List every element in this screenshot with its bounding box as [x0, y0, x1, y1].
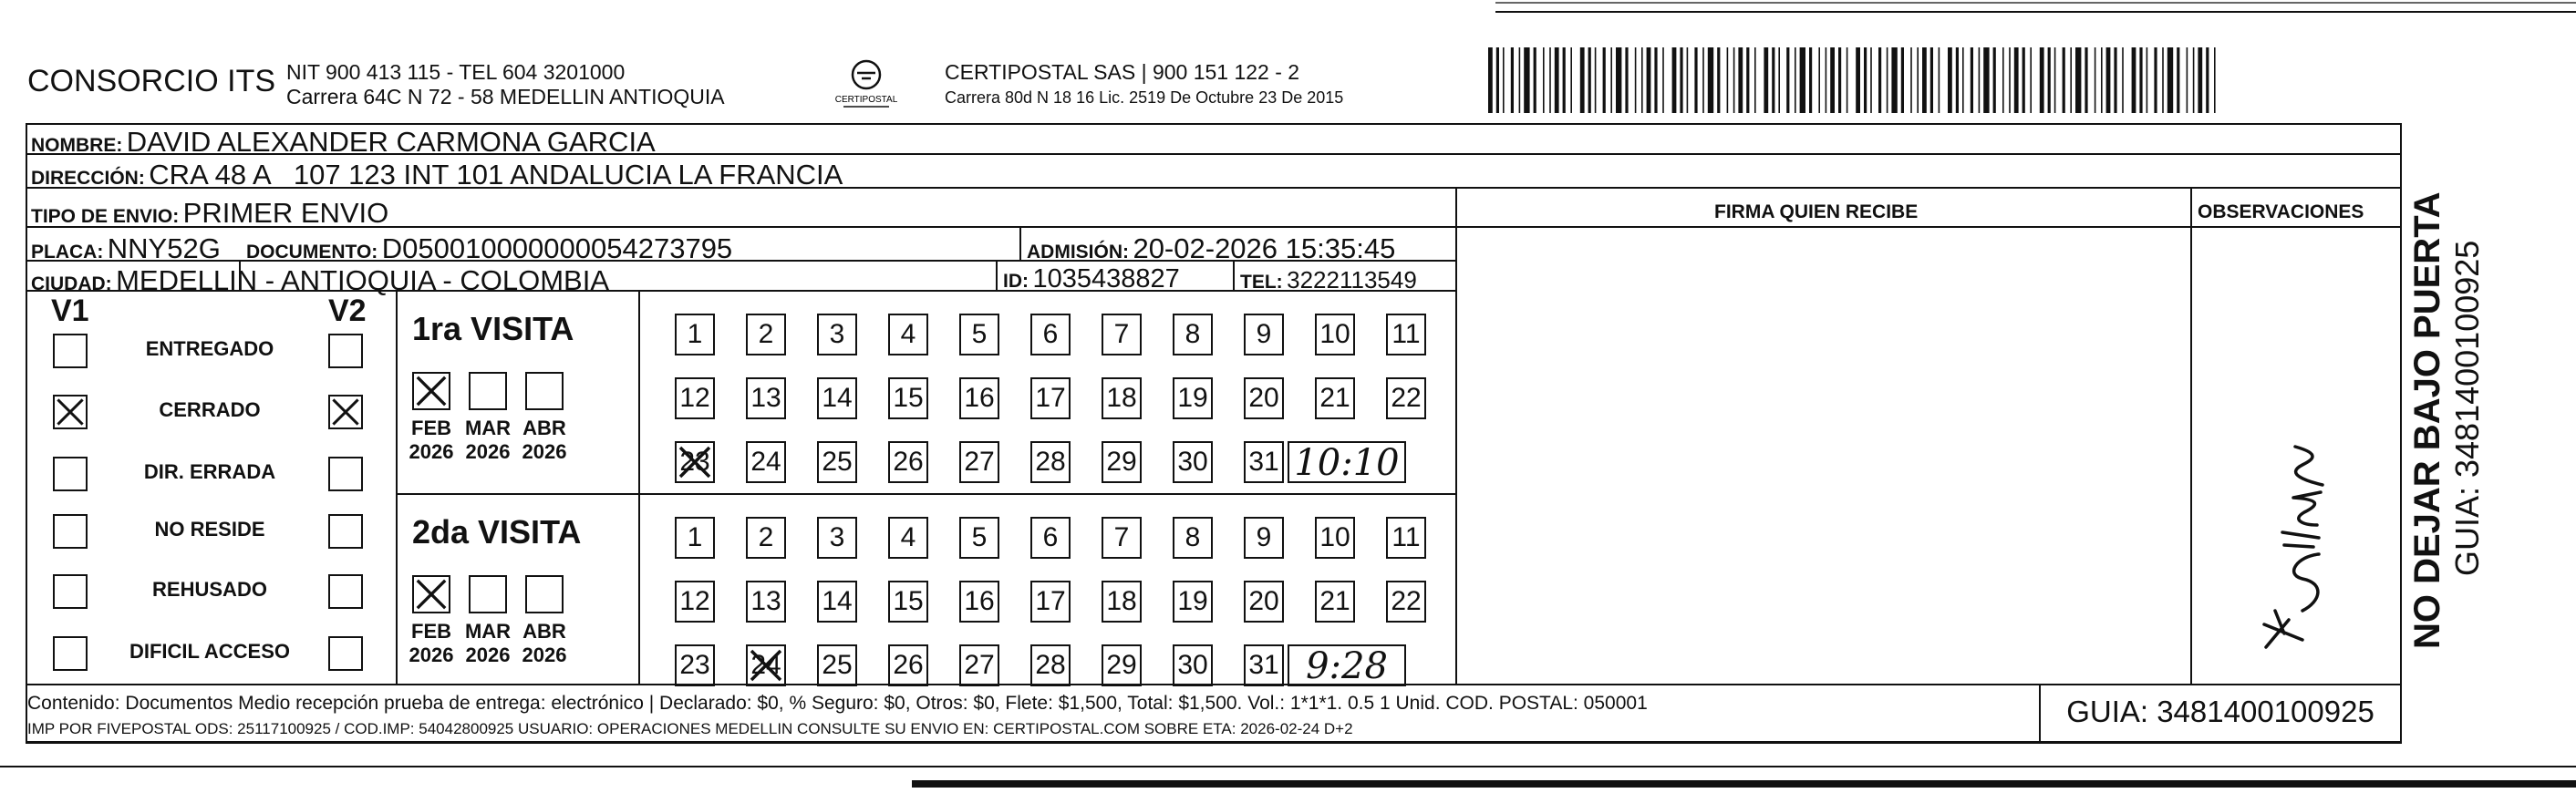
- barcode-bar: [1910, 47, 1912, 113]
- month-label: MAR: [464, 620, 512, 643]
- month-label: FEB: [411, 417, 451, 439]
- day-box[interactable]: 29: [1102, 644, 1142, 686]
- barcode-bar: [1647, 47, 1651, 113]
- barcode-bar: [2214, 47, 2216, 113]
- barcode-bar: [1543, 47, 1545, 113]
- barcode-bar: [2014, 47, 2019, 113]
- barcode-bar: [2122, 47, 2124, 113]
- barcode-bar: [1764, 47, 1768, 113]
- barcode-bar: [2147, 47, 2148, 113]
- barcode-bar: [1939, 47, 1940, 113]
- barcode-bar: [1496, 47, 1499, 113]
- day-box[interactable]: 16: [959, 377, 999, 419]
- v1-checkbox[interactable]: [53, 457, 88, 491]
- barcode-bar: [2030, 47, 2032, 113]
- barcode-bar: [2009, 47, 2011, 113]
- barcode-bar: [1708, 47, 1713, 113]
- status-label: NO RESIDE: [154, 518, 265, 541]
- barcode-bar: [1524, 47, 1529, 113]
- day-box[interactable]: 11: [1386, 517, 1426, 559]
- day-box[interactable]: 19: [1173, 377, 1213, 419]
- barcode-bar: [1809, 47, 1812, 113]
- day-box[interactable]: 14: [817, 581, 857, 623]
- id-label: ID:: [1003, 271, 1029, 292]
- barcode-bar: [1616, 47, 1621, 113]
- day-box[interactable]: 4: [888, 314, 928, 355]
- day-box[interactable]: 1: [675, 517, 715, 559]
- v1-checkbox[interactable]: [53, 514, 88, 549]
- day-box[interactable]: 13: [746, 581, 786, 623]
- barcode-bar: [1595, 47, 1597, 113]
- side-guia-number: GUIA: 3481400100925: [2448, 240, 2486, 576]
- v2-header: V2: [328, 294, 367, 328]
- status-label: CERRADO: [159, 398, 261, 421]
- barcode-bar: [1534, 47, 1536, 113]
- day-box[interactable]: 9: [1244, 517, 1284, 559]
- barcode-bar: [1588, 47, 1591, 113]
- day-box[interactable]: 14: [817, 377, 857, 419]
- barcode-bar: [1672, 47, 1677, 113]
- barcode-bar: [1772, 47, 1774, 113]
- v1-checkbox[interactable]: [53, 395, 88, 429]
- company-address: Carrera 64C N 72 - 58 MEDELLIN ANTIOQUIA: [286, 85, 725, 108]
- barcode-bar: [2139, 47, 2142, 113]
- day-box[interactable]: 20: [1244, 581, 1284, 623]
- day-box[interactable]: 27: [959, 441, 999, 483]
- barcode-bar: [1687, 47, 1689, 113]
- status-label: REHUSADO: [152, 578, 267, 601]
- barcode-bar: [1983, 47, 1989, 113]
- day-box[interactable]: 27: [959, 644, 999, 686]
- barcode-bar: [1887, 47, 1888, 113]
- barcode-bar: [1930, 47, 1933, 113]
- firma-header: FIRMA QUIEN RECIBE: [1714, 201, 1919, 222]
- admission-value: 20-02-2026 15:35:45: [1133, 232, 1396, 264]
- status-label: DIR. ERRADA: [143, 460, 276, 483]
- recipient-name: DAVID ALEXANDER CARMONA GARCIA: [126, 126, 656, 158]
- v2-checkbox[interactable]: [328, 334, 363, 368]
- id-field: [1003, 266, 1180, 293]
- day-box[interactable]: 3: [817, 517, 857, 559]
- phone-field: [1240, 268, 1417, 292]
- guia-number: GUIA: 3481400100925: [2066, 695, 2374, 728]
- day-box[interactable]: 20: [1244, 377, 1284, 419]
- barcode-bar: [1680, 47, 1682, 113]
- barcode-bar: [2193, 47, 2195, 113]
- address-value: CRA 48 A 107 123 INT 101 ANDALUCIA LA FRANCIA: [149, 159, 843, 191]
- barcode-bar: [2085, 47, 2087, 113]
- no-dejar-bajo-puerta: NO DEJAR BAJO PUERTA: [2407, 191, 2447, 649]
- day-box[interactable]: 5: [959, 517, 999, 559]
- day-box[interactable]: 28: [1030, 644, 1071, 686]
- year-label: 2026: [465, 644, 511, 666]
- day-box[interactable]: 21: [1315, 581, 1355, 623]
- day-box[interactable]: 22: [1386, 581, 1426, 623]
- day-box[interactable]: 25: [817, 644, 857, 686]
- barcode-bar: [1830, 47, 1835, 113]
- barcode-bar: [1717, 47, 1720, 113]
- barcode-bar: [2070, 47, 2072, 113]
- day-box[interactable]: 3: [817, 314, 857, 355]
- x-mark-icon: [55, 396, 86, 427]
- v1-header: V1: [51, 294, 89, 328]
- day-box[interactable]: 8: [1173, 314, 1213, 355]
- barcode-bar: [1511, 47, 1514, 113]
- barcode-bar: [1864, 47, 1867, 113]
- barcode-bar: [1580, 47, 1585, 113]
- v1-checkbox[interactable]: [53, 334, 88, 368]
- barcode-bar: [1795, 47, 1796, 113]
- barcode-bar: [1901, 47, 1904, 113]
- v1-checkbox[interactable]: [53, 636, 88, 671]
- barcode-bar: [2132, 47, 2136, 113]
- barcode-bar: [2162, 47, 2164, 113]
- barcode-bar: [2075, 47, 2081, 113]
- barcode-bar: [1917, 47, 1919, 113]
- barcode-bar: [1948, 47, 1952, 113]
- day-box[interactable]: 18: [1102, 377, 1142, 419]
- barcode-bar: [1922, 47, 1927, 113]
- tipo-envio-label: TIPO DE ENVIO:: [31, 206, 180, 227]
- city-value: MEDELLIN - ANTIOQUIA - COLOMBIA: [116, 264, 609, 296]
- month-checkbox[interactable]: [412, 575, 450, 613]
- day-box[interactable]: 4: [888, 517, 928, 559]
- city-field: [31, 266, 609, 294]
- year-label: 2026: [409, 440, 454, 463]
- status-label: DIFICIL ACCESO: [129, 640, 290, 663]
- barcode-bar: [2106, 47, 2111, 113]
- barcode-bar: [2187, 47, 2188, 113]
- year-label: 2026: [522, 440, 567, 463]
- admission-field: [1027, 234, 1395, 263]
- barcode-bar: [1856, 47, 1860, 113]
- placa-label: PLACA:: [31, 242, 104, 263]
- month-checkbox[interactable]: [469, 372, 507, 410]
- day-box[interactable]: 15: [888, 581, 928, 623]
- year-label: 2026: [465, 440, 511, 463]
- day-box[interactable]: 30: [1173, 441, 1213, 483]
- day-box[interactable]: 9: [1244, 314, 1284, 355]
- barcode-bar: [2048, 47, 2051, 113]
- barcode-bar: [2101, 47, 2103, 113]
- barcode-bar: [2023, 47, 2025, 113]
- day-box[interactable]: 12: [675, 581, 715, 623]
- barcode-bar: [1694, 47, 1697, 113]
- content-details: Contenido: Documentos Medio recepción prueba de entrega: electrónico | Declarado: $0, % Seguro: $0, Otros: $0, Flete: $1,500, Total: $1,500. Vol.: 1*1*1. 0.5 1 Unid. COD. POSTAL: 050001: [27, 693, 1648, 714]
- barcode-bar: [1971, 47, 1973, 113]
- day-box[interactable]: 12: [675, 377, 715, 419]
- direccion-label: DIRECCIÓN:: [31, 168, 145, 189]
- company-nit-phone: NIT 900 413 115 - TEL 604 3201000: [286, 60, 626, 84]
- v2-checkbox[interactable]: [328, 574, 363, 609]
- year-label: 2026: [522, 644, 567, 666]
- document-value: D050010000000054273795: [381, 232, 733, 264]
- shipment-type-row: [31, 199, 388, 227]
- month-label: MAR: [464, 417, 512, 439]
- phone-value: 3222113549: [1287, 266, 1417, 294]
- barcode-bar: [1603, 47, 1606, 113]
- day-box[interactable]: 24: [746, 644, 786, 686]
- day-box[interactable]: 26: [888, 441, 928, 483]
- month-checkbox[interactable]: [412, 372, 450, 410]
- barcode-bar: [1662, 47, 1664, 113]
- id-value: 1035438827: [1032, 264, 1180, 294]
- day-box[interactable]: 31: [1244, 441, 1284, 483]
- documento-label: DOCUMENTO:: [246, 242, 378, 263]
- barcode-bar: [2002, 47, 2004, 113]
- barcode-bar: [1519, 47, 1521, 113]
- day-box[interactable]: 6: [1030, 314, 1071, 355]
- status-label: ENTREGADO: [145, 337, 274, 360]
- certipostal-seal-icon: [816, 57, 916, 111]
- seal-text: CERTIPOSTAL: [834, 95, 898, 105]
- day-box[interactable]: 11: [1386, 314, 1426, 355]
- day-box[interactable]: 23: [675, 441, 715, 483]
- barcode-bar: [1702, 47, 1704, 113]
- barcode-bar: [1993, 47, 1996, 113]
- plate-field: [31, 234, 221, 263]
- barcode-bar: [1610, 47, 1612, 113]
- v2-checkbox[interactable]: [328, 395, 363, 429]
- barcode-bar: [2054, 47, 2056, 113]
- plate-value: NNY52G: [107, 232, 221, 264]
- barcode-bar: [1549, 47, 1551, 113]
- barcode-bar: [1786, 47, 1789, 113]
- day-box[interactable]: 19: [1173, 581, 1213, 623]
- visit-time[interactable]: 9:28: [1288, 644, 1406, 686]
- x-mark-icon: [677, 443, 713, 481]
- visit-title: 2da VISITA: [412, 513, 582, 551]
- barcode-bar: [1778, 47, 1780, 113]
- postal-address: Carrera 80d N 18 16 Lic. 2519 De Octubre 23 De 2015: [945, 88, 1344, 107]
- day-box[interactable]: 8: [1173, 517, 1213, 559]
- day-box[interactable]: 10: [1315, 314, 1355, 355]
- barcode-bar: [1503, 47, 1505, 113]
- day-box[interactable]: 6: [1030, 517, 1071, 559]
- barcode-bar: [1570, 47, 1572, 113]
- barcode-bar: [1891, 47, 1897, 113]
- barcode-bar: [1847, 47, 1848, 113]
- postal-company: CERTIPOSTAL SAS | 900 151 122 - 2: [945, 60, 1300, 84]
- month-checkbox[interactable]: [525, 372, 564, 410]
- barcode-bar: [2114, 47, 2116, 113]
- x-mark-icon: [414, 374, 449, 408]
- month-checkbox[interactable]: [525, 575, 564, 613]
- year-label: 2026: [409, 644, 454, 666]
- barcode: [1488, 47, 2227, 113]
- tel-label: TEL:: [1240, 272, 1283, 293]
- day-box[interactable]: 30: [1173, 644, 1213, 686]
- barcode-bar: [1654, 47, 1657, 113]
- shipment-type: PRIMER ENVIO: [182, 197, 389, 229]
- admision-label: ADMISIÓN:: [1027, 242, 1129, 263]
- barcode-bar: [1555, 47, 1559, 113]
- v2-checkbox[interactable]: [328, 636, 363, 671]
- day-box[interactable]: 18: [1102, 581, 1142, 623]
- barcode-bar: [1746, 47, 1749, 113]
- day-box[interactable]: 26: [888, 644, 928, 686]
- company-name: CONSORCIO ITS: [27, 64, 276, 98]
- day-box[interactable]: 31: [1244, 644, 1284, 686]
- barcode-bar: [1870, 47, 1872, 113]
- day-box[interactable]: 1: [675, 314, 715, 355]
- barcode-bar: [2154, 47, 2157, 113]
- x-mark-icon: [748, 646, 784, 685]
- barcode-bar: [2177, 47, 2179, 113]
- barcode-bar: [1838, 47, 1841, 113]
- barcode-bar: [2063, 47, 2065, 113]
- day-box[interactable]: 22: [1386, 377, 1426, 419]
- day-box[interactable]: 15: [888, 377, 928, 419]
- day-box[interactable]: 17: [1030, 581, 1071, 623]
- barcode-bar: [1818, 47, 1820, 113]
- visit-time[interactable]: 10:10: [1288, 441, 1406, 483]
- barcode-bar: [2040, 47, 2044, 113]
- barcode-bar: [2095, 47, 2096, 113]
- day-box[interactable]: 7: [1102, 314, 1142, 355]
- document-field: [246, 234, 732, 263]
- ciudad-label: CIUDAD:: [31, 273, 112, 294]
- day-box[interactable]: 16: [959, 581, 999, 623]
- barcode-bar: [1878, 47, 1881, 113]
- barcode-bar: [1635, 47, 1637, 113]
- barcode-bar: [1641, 47, 1643, 113]
- observaciones-header: OBSERVACIONES: [2198, 201, 2364, 222]
- month-label: FEB: [411, 620, 451, 643]
- day-box[interactable]: 17: [1030, 377, 1071, 419]
- visit-title: 1ra VISITA: [412, 310, 574, 347]
- day-box[interactable]: 29: [1102, 441, 1142, 483]
- v2-checkbox[interactable]: [328, 514, 363, 549]
- month-checkbox[interactable]: [469, 575, 507, 613]
- day-box[interactable]: 2: [746, 314, 786, 355]
- barcode-bar: [1754, 47, 1756, 113]
- barcode-bar: [1727, 47, 1729, 113]
- day-box[interactable]: 7: [1102, 517, 1142, 559]
- x-mark-icon: [330, 396, 361, 427]
- barcode-bar: [1488, 47, 1493, 113]
- address-row: [31, 160, 843, 189]
- print-info: IMP POR FIVEPOSTAL ODS: 25117100925 / COD.IMP: 54042800925 USUARIO: OPERACIONES MEDELLIN CONSULTE SU ENVIO EN: CERTIPOSTAL.COM SOBRE ETA: 2026-02-24 D+2: [27, 720, 1353, 737]
- barcode-bar: [2206, 47, 2209, 113]
- day-box[interactable]: 13: [746, 377, 786, 419]
- nombre-label: NOMBRE:: [31, 135, 123, 156]
- day-box[interactable]: 21: [1315, 377, 1355, 419]
- day-box[interactable]: 23: [675, 644, 715, 686]
- barcode-bar: [1563, 47, 1566, 113]
- x-mark-icon: [414, 577, 449, 612]
- month-label: ABR: [522, 620, 566, 643]
- recipient-name-row: [31, 128, 656, 156]
- day-box[interactable]: 24: [746, 441, 786, 483]
- v2-checkbox[interactable]: [328, 457, 363, 491]
- day-box[interactable]: 25: [817, 441, 857, 483]
- day-box[interactable]: 2: [746, 517, 786, 559]
- barcode-bar: [2198, 47, 2202, 113]
- month-label: ABR: [522, 417, 566, 439]
- barcode-bar: [1800, 47, 1805, 113]
- barcode-bar: [2167, 47, 2173, 113]
- day-box[interactable]: 10: [1315, 517, 1355, 559]
- barcode-bar: [1733, 47, 1735, 113]
- day-box[interactable]: 28: [1030, 441, 1071, 483]
- signature-mark: [2248, 438, 2348, 656]
- barcode-bar: [1956, 47, 1959, 113]
- barcode-bar: [1625, 47, 1628, 113]
- barcode-bar: [1826, 47, 1827, 113]
- barcode-bar: [1979, 47, 1981, 113]
- barcode-bar: [1738, 47, 1743, 113]
- day-box[interactable]: 5: [959, 314, 999, 355]
- v1-checkbox[interactable]: [53, 574, 88, 609]
- barcode-bar: [1962, 47, 1964, 113]
